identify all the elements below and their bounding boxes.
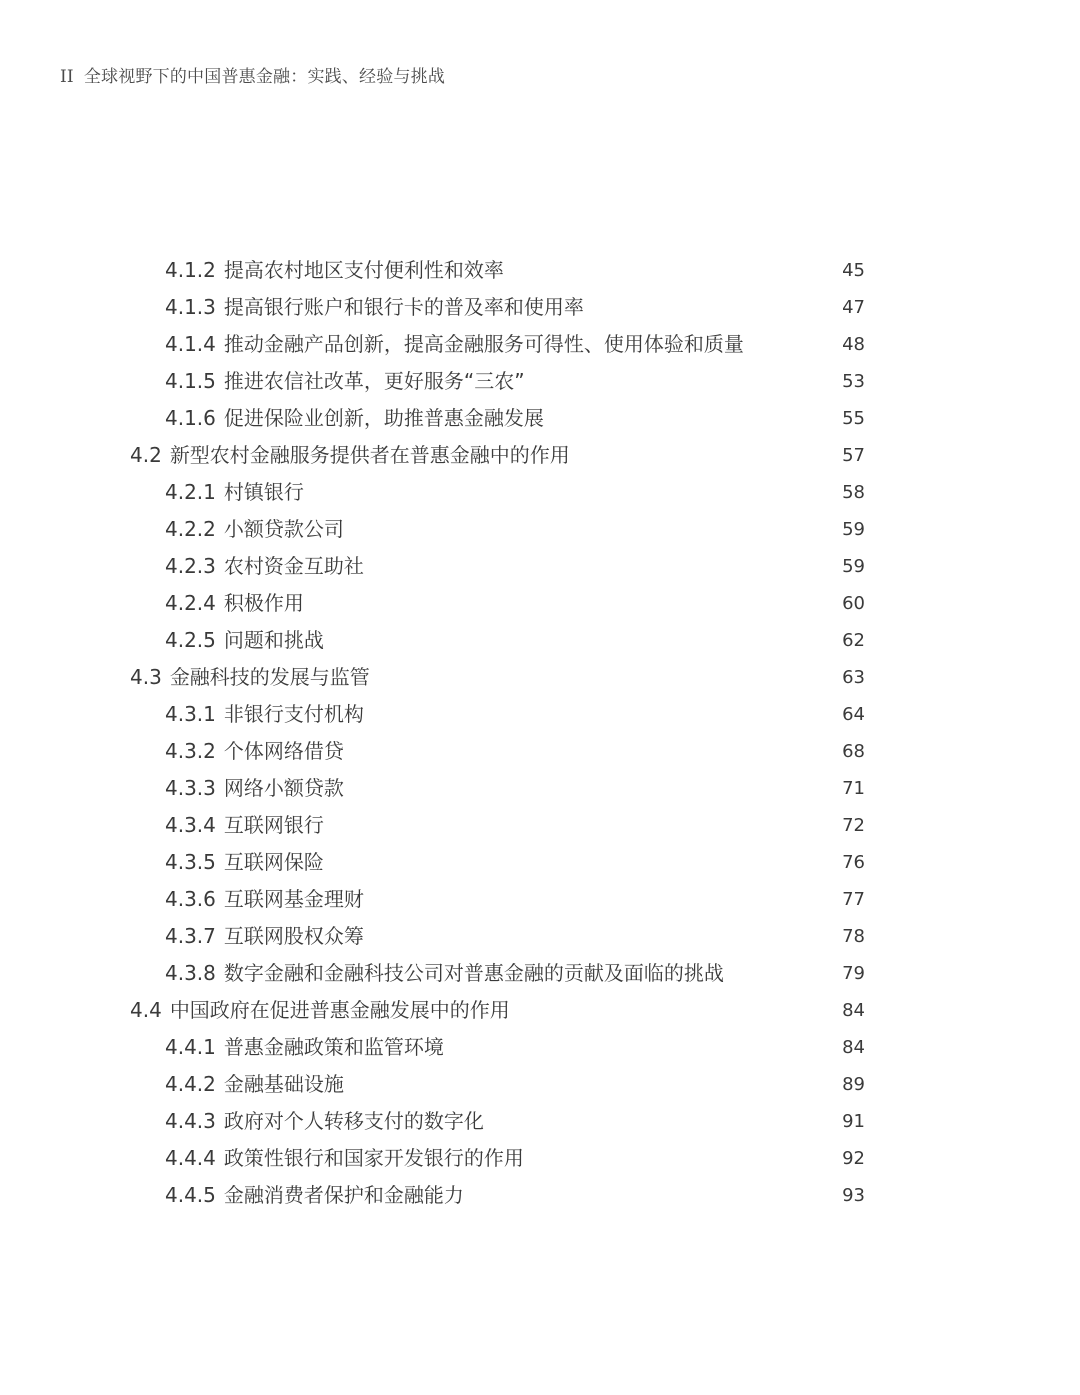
toc-entry-number: 4.1.5 bbox=[165, 369, 216, 393]
toc-entry-text bbox=[165, 696, 364, 733]
toc-entry-text bbox=[165, 1066, 344, 1103]
toc-entry-number: 4.4.3 bbox=[165, 1109, 216, 1133]
toc-entry-number: 4.1.3 bbox=[165, 295, 216, 319]
toc-entry-text bbox=[165, 1103, 484, 1140]
toc-entry-title: 网络小额贷款 bbox=[223, 776, 344, 800]
toc-entry-page-number: 89 bbox=[842, 1074, 865, 1095]
toc-subsection-entry[interactable] bbox=[0, 1029, 1080, 1066]
toc-entry-title: 积极作用 bbox=[223, 591, 304, 615]
toc-entry-page-number: 62 bbox=[842, 630, 865, 651]
running-header bbox=[60, 62, 445, 87]
toc-entry-text bbox=[165, 474, 304, 511]
toc-entry-title: 金融消费者保护和金融能力 bbox=[223, 1183, 464, 1207]
toc-entry-title: 非银行支付机构 bbox=[223, 702, 364, 726]
toc-entry-text bbox=[165, 585, 304, 622]
toc-entry-page-number: 55 bbox=[842, 408, 865, 429]
toc-entry-text bbox=[130, 437, 570, 474]
toc-entry-title: 互联网银行 bbox=[223, 813, 324, 837]
toc-entry-title: 互联网股权众筹 bbox=[223, 924, 364, 948]
toc-entry-title: 促进保险业创新，助推普惠金融发展 bbox=[223, 406, 544, 430]
toc-entry-title: 推动金融产品创新，提高金融服务可得性、使用体验和质量 bbox=[223, 332, 744, 356]
toc-entry-title: 互联网基金理财 bbox=[223, 887, 364, 911]
toc-entry-number: 4.4.1 bbox=[165, 1035, 216, 1059]
toc-entry-text bbox=[130, 659, 370, 696]
toc-entry-page-number: 79 bbox=[842, 963, 865, 984]
toc-entry-text bbox=[165, 363, 525, 400]
toc-entry-number: 4.3.5 bbox=[165, 850, 216, 874]
toc-entry-number: 4.3.1 bbox=[165, 702, 216, 726]
toc-subsection-entry[interactable] bbox=[0, 844, 1080, 881]
toc-subsection-entry[interactable] bbox=[0, 511, 1080, 548]
toc-entry-title: 金融基础设施 bbox=[223, 1072, 344, 1096]
toc-entry-text bbox=[165, 918, 364, 955]
toc-entry-title: 新型农村金融服务提供者在普惠金融中的作用 bbox=[169, 443, 570, 467]
toc-subsection-entry[interactable] bbox=[0, 1066, 1080, 1103]
toc-entry-number: 4.1.6 bbox=[165, 406, 216, 430]
toc-entry-title: 小额贷款公司 bbox=[223, 517, 344, 541]
toc-entry-title: 数字金融和金融科技公司对普惠金融的贡献及面临的挑战 bbox=[223, 961, 724, 985]
toc-entry-number: 4.3.3 bbox=[165, 776, 216, 800]
toc-entry-text bbox=[130, 992, 510, 1029]
toc-subsection-entry[interactable] bbox=[0, 1140, 1080, 1177]
toc-subsection-entry[interactable] bbox=[0, 252, 1080, 289]
page-number: II bbox=[60, 67, 74, 87]
toc-entry-text bbox=[165, 1177, 464, 1214]
toc-entry-title: 提高银行账户和银行卡的普及率和使用率 bbox=[223, 295, 584, 319]
toc-entry-text bbox=[165, 733, 344, 770]
toc-entry-page-number: 84 bbox=[842, 1037, 865, 1058]
toc-entry-page-number: 77 bbox=[842, 889, 865, 910]
toc-entry-page-number: 71 bbox=[842, 778, 865, 799]
toc-entry-number: 4.4.2 bbox=[165, 1072, 216, 1096]
toc-entry-text bbox=[165, 548, 364, 585]
toc-entry-number: 4.4 bbox=[130, 998, 162, 1022]
toc-entry-number: 4.2.3 bbox=[165, 554, 216, 578]
toc-entry-title: 提高农村地区支付便利性和效率 bbox=[223, 258, 504, 282]
toc-subsection-entry[interactable] bbox=[0, 807, 1080, 844]
toc-entry-number: 4.4.4 bbox=[165, 1146, 216, 1170]
toc-entry-number: 4.1.4 bbox=[165, 332, 216, 356]
toc-section-entry[interactable] bbox=[0, 659, 1080, 696]
toc-subsection-entry[interactable] bbox=[0, 326, 1080, 363]
toc-entry-page-number: 45 bbox=[842, 260, 865, 281]
toc-entry-title: 村镇银行 bbox=[223, 480, 304, 504]
toc-subsection-entry[interactable] bbox=[0, 881, 1080, 918]
toc-entry-text bbox=[165, 400, 544, 437]
toc-entry-page-number: 76 bbox=[842, 852, 865, 873]
toc-subsection-entry[interactable] bbox=[0, 289, 1080, 326]
toc-entry-page-number: 93 bbox=[842, 1185, 865, 1206]
toc-subsection-entry[interactable] bbox=[0, 918, 1080, 955]
toc-section-entry[interactable] bbox=[0, 992, 1080, 1029]
toc-entry-text bbox=[165, 807, 324, 844]
toc-subsection-entry[interactable] bbox=[0, 400, 1080, 437]
toc-entry-title: 推进农信社改革，更好服务“三农” bbox=[223, 369, 525, 393]
toc-entry-page-number: 63 bbox=[842, 667, 865, 688]
toc-entry-page-number: 60 bbox=[842, 593, 865, 614]
toc-entry-title: 农村资金互助社 bbox=[223, 554, 364, 578]
toc-entry-page-number: 78 bbox=[842, 926, 865, 947]
toc-section-entry[interactable] bbox=[0, 437, 1080, 474]
toc-entry-page-number: 59 bbox=[842, 556, 865, 577]
toc-entry-title: 中国政府在促进普惠金融发展中的作用 bbox=[169, 998, 510, 1022]
toc-entry-text bbox=[165, 881, 364, 918]
toc-subsection-entry[interactable] bbox=[0, 548, 1080, 585]
toc-entry-page-number: 57 bbox=[842, 445, 865, 466]
toc-entry-title: 政策性银行和国家开发银行的作用 bbox=[223, 1146, 524, 1170]
toc-entry-number: 4.3.7 bbox=[165, 924, 216, 948]
book-title: 全球视野下的中国普惠金融：实践、经验与挑战 bbox=[83, 67, 446, 87]
toc-entry-number: 4.2 bbox=[130, 443, 162, 467]
toc-entry-text bbox=[165, 622, 324, 659]
toc-entry-page-number: 68 bbox=[842, 741, 865, 762]
toc-entry-text bbox=[165, 1140, 524, 1177]
toc-entry-page-number: 58 bbox=[842, 482, 865, 503]
toc-entry-number: 4.2.2 bbox=[165, 517, 216, 541]
toc-entry-text bbox=[165, 252, 504, 289]
toc-entry-text bbox=[165, 1029, 444, 1066]
toc-entry-number: 4.2.1 bbox=[165, 480, 216, 504]
toc-entry-number: 4.2.5 bbox=[165, 628, 216, 652]
toc-entry-title: 问题和挑战 bbox=[223, 628, 324, 652]
toc-entry-text bbox=[165, 511, 344, 548]
toc-subsection-entry[interactable] bbox=[0, 696, 1080, 733]
toc-entry-page-number: 84 bbox=[842, 1000, 865, 1021]
toc-entry-page-number: 59 bbox=[842, 519, 865, 540]
toc-entry-text bbox=[165, 770, 344, 807]
toc-entry-number: 4.3.8 bbox=[165, 961, 216, 985]
toc-entry-page-number: 92 bbox=[842, 1148, 865, 1169]
toc-entry-page-number: 64 bbox=[842, 704, 865, 725]
toc-entry-page-number: 48 bbox=[842, 334, 865, 355]
toc-entry-page-number: 91 bbox=[842, 1111, 865, 1132]
toc-entry-number: 4.4.5 bbox=[165, 1183, 216, 1207]
toc-entry-number: 4.1.2 bbox=[165, 258, 216, 282]
toc-entry-number: 4.2.4 bbox=[165, 591, 216, 615]
toc-subsection-entry[interactable] bbox=[0, 770, 1080, 807]
toc-entry-number: 4.3.6 bbox=[165, 887, 216, 911]
toc-entry-number: 4.3.4 bbox=[165, 813, 216, 837]
toc-entry-number: 4.3 bbox=[130, 665, 162, 689]
toc-entry-title: 互联网保险 bbox=[223, 850, 324, 874]
toc-subsection-entry[interactable] bbox=[0, 955, 1080, 992]
toc-subsection-entry[interactable] bbox=[0, 363, 1080, 400]
toc-subsection-entry[interactable] bbox=[0, 733, 1080, 770]
toc-entry-title: 普惠金融政策和监管环境 bbox=[223, 1035, 444, 1059]
toc-entry-number: 4.3.2 bbox=[165, 739, 216, 763]
toc-entry-text bbox=[165, 326, 744, 363]
toc-entry-title: 政府对个人转移支付的数字化 bbox=[223, 1109, 484, 1133]
toc-entry-title: 金融科技的发展与监管 bbox=[169, 665, 370, 689]
toc-entry-page-number: 72 bbox=[842, 815, 865, 836]
toc-entry-page-number: 53 bbox=[842, 371, 865, 392]
toc-entry-page-number: 47 bbox=[842, 297, 865, 318]
table-of-contents bbox=[0, 252, 1080, 1214]
toc-entry-text bbox=[165, 289, 584, 326]
toc-subsection-entry[interactable] bbox=[0, 622, 1080, 659]
toc-entry-title: 个体网络借贷 bbox=[223, 739, 344, 763]
toc-subsection-entry[interactable] bbox=[0, 1177, 1080, 1214]
toc-subsection-entry[interactable] bbox=[0, 585, 1080, 622]
toc-subsection-entry[interactable] bbox=[0, 1103, 1080, 1140]
toc-entry-text bbox=[165, 844, 324, 881]
toc-subsection-entry[interactable] bbox=[0, 474, 1080, 511]
toc-entry-text bbox=[165, 955, 724, 992]
